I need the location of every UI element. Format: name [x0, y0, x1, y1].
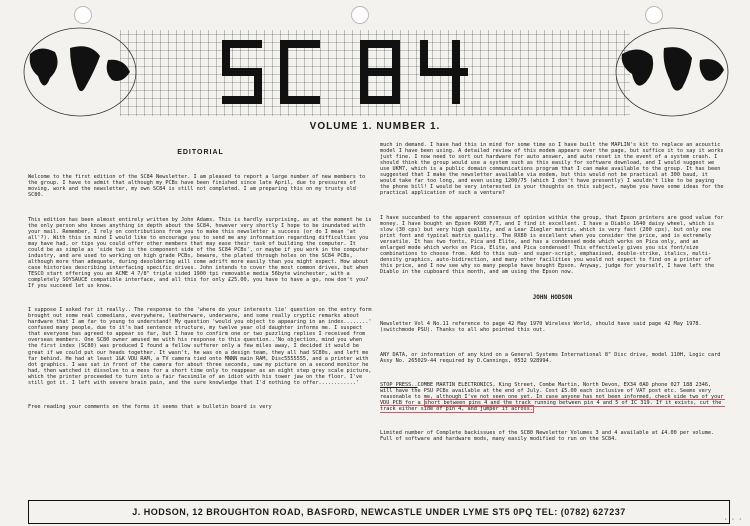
world-map-left-icon: [24, 28, 136, 116]
signature: JOHN HODSON: [532, 294, 573, 302]
stop-press-label: STOP PRESS..: [380, 381, 418, 388]
punch-hole: [74, 6, 92, 24]
masthead-banner: [0, 26, 750, 118]
volume-number: VOLUME 1. NUMBER 1.: [309, 121, 441, 132]
correction-notice: Newsletter Vol 4 No.11 reference to page 42 May 1970 Wireless World, should have said page 42 May 1978. (switchmode PSU). Thanks to all who pointed this out.: [380, 321, 705, 334]
punch-hole: [645, 6, 663, 24]
editorial-right-column: [380, 130, 725, 454]
paragraph: Welcome to the first edition of the SC84 Newsletter. I am pleased to report a large number of new members to the group. I have to admit that although my PCBs have been finished since late April, due to pressures of moving, work and the newsletter, my own SC84 is still not completed. I am preparing this on my trusty old SC80.: [28, 174, 369, 199]
paragraph: This edition has been almost entirely written by John Adams. This is hardly surprising, as at the moment he is the only person who knows anything in depth about the SC84, however very shortly I hope to be inundated with your mail. Remember, I rely on contributions from you to make this newsletter a success (or do I mean 'at all'?). With this in mind I would like to encourage you to send me any information regarding difficulties you may have had, or tips you could offer other members that may ease their task of building the computer. It could be as simple as 'side two is the component side of the SC84 PCBs', or maybe if you work in the computer industry, and are used to working on high grade PCBs, beware, the plated through holes on the SC84 PCBs, although more than adequate, during desoldering will come adrift more easily than you might expect. How about case histories describing interfacing specific drives. John intends to cover the most common drives, but when TESCO start offering you an ACME 4 7/8" triple sided 1900 tpi removable media 56byte winchester, with a completely SOYSAUCE compatible interface, and all this for only £25.00, you have to have a go, now don't you? If you succeed let us know.: [28, 216, 375, 290]
editorial-heading: EDITORIAL: [177, 149, 224, 157]
paragraph: Free reading your comments on the forms it seems that a bulletin board is very: [28, 403, 272, 410]
stop-press-text: COMBE MARTIN ELECTRONICS, King Street, Combe Martin, North Devon, EX34 0AD phone 027 188 2346, will have the PSU PCBs available at the end of July. Cost £5.00 each inclusive of VAT post etc. Seems very reasonable to me, although I've not seen one yet. In case anyone has not been informed, check side two of your VDU PCB for a: [380, 381, 727, 406]
stop-press: [380, 382, 725, 412]
highlighted-fix-note: short between pins 4 and the track running between pin 4 and 5 of IC 319. If it exists, cut the track either side of pin 4, and jumper it across.: [380, 399, 725, 412]
backissues-notice: Limited number of Complete backissues of the SC80 Newsletter Volumes 3 and 4 available at £4.00 per volume. Full of software and hardware mods, many easily modified to run on the SC84.: [380, 430, 718, 443]
paragraph: I suppose I asked for it really.. The response to the 'where do your interests lie' question on the entry form brought out some real comedians, everywhere, leatherware, underware, and some really cryptic remarks about hardware that I am far to young to understand! My question 'would you object to appearing in an index........' confused many people, due to it's bad sentence structure, my twelve year old daughter informs me. I suspect that everyone has agreed to appear so far, but I have to confirm one or two puzzling replies I received from overseas members. One SC80 owner amused me with his response to this question..'No objection, mind you when the first index (SC80) was produced I found a fellow sufferer only a few miles away, I decided it would be great if we could put our heads together. It wasn't, he was on a design team, they all had SC80s, and left me far behind. He had at least 1&K VDU RAM, a TV camera tied onto MNNN main RAM, Disc5555555, and a printer with dot graphics. I was sat in front of the camera for about three seconds, saw my picture on a second monitor he had, then watched it dissolve to a mess for a short time only to reappear as an eight step grey scale picture, which the printer proceeded to turn into a fair facsimile of an idiot with his tower jaw on the floor. I've still got it. I left with severe brain pain, and the sure knowledge that I'd nothing to offer............': [28, 307, 375, 386]
punch-hole: [351, 6, 369, 24]
paragraph: much in demand. I have had this in mind for some time so I have built the MAPLIN's kit to replace an acoustic model I have been using. A detailed review of this modem appears over the page, but suffice it to say it works just fine. I now need to sort out hardware for auto answer, and auto reset in the event of a system crash. I should think the group would use a system such as this easily for software download, and I would suggest we use UKM7, which is a public domain communications program that I can make available to the group. It has been suggested that I make the newsletter available via modem, but this would not be practical at 300 baud, it would take far too long, and even using 1200/75 (which I don't have presently) I wouldn't like to be paying the phone bill! I would be very interested in your thoughts on this subject, maybe you have some ideas for the practical application of such a venture?: [380, 142, 727, 197]
world-map-right-icon: [616, 28, 728, 116]
paragraph: I have succumbed to the apparent consensus of opinion within the group, that Epson printers are good value for money. I have bought an Epson RX80 F/T, and I find it excellent. I have a Diablo 1640 daisy wheel, which is slow (30 cps) but very high quality, and a Lear Ziegler matrix, which is very fast (200 cps), but only one print font and typical matrix quality. The RX80 is excellent when you consider the price, and is extremely versatile. It has two fonts, Pica and Elite, and has a condensed mode which works on Pica only, and an enlarged mode which works on Pica, Elite, and Pica condensed! This effectively gives you six font/size combinations to choose from. Add to this sub- and super-script, emphasised, double-strike, italics, multi-density graphics, auto-bidirection, and many other facilities you would not expect to find on a printer of this price, and I now see why so many people have bought Epson. Anyway, judge for yourself, I have left the Diablo in the cupboard this month, and am using the Epson now.: [380, 214, 727, 276]
address-footer: J. HODSON, 12 BROUGHTON ROAD, BASFORD, NEWCASTLE UNDER LYME ST5 0PQ TEL: (0782) 627237: [28, 500, 730, 524]
editorial-left-column: [28, 138, 373, 422]
data-request-notice: ANY DATA, or information of any kind on a General Systems International 8" Disc drive, model 110H, Logic card Assy No. 265029-44 required by D.Cannings, 0532 928994.: [380, 351, 724, 364]
corner-marks: · · ·: [723, 516, 742, 523]
